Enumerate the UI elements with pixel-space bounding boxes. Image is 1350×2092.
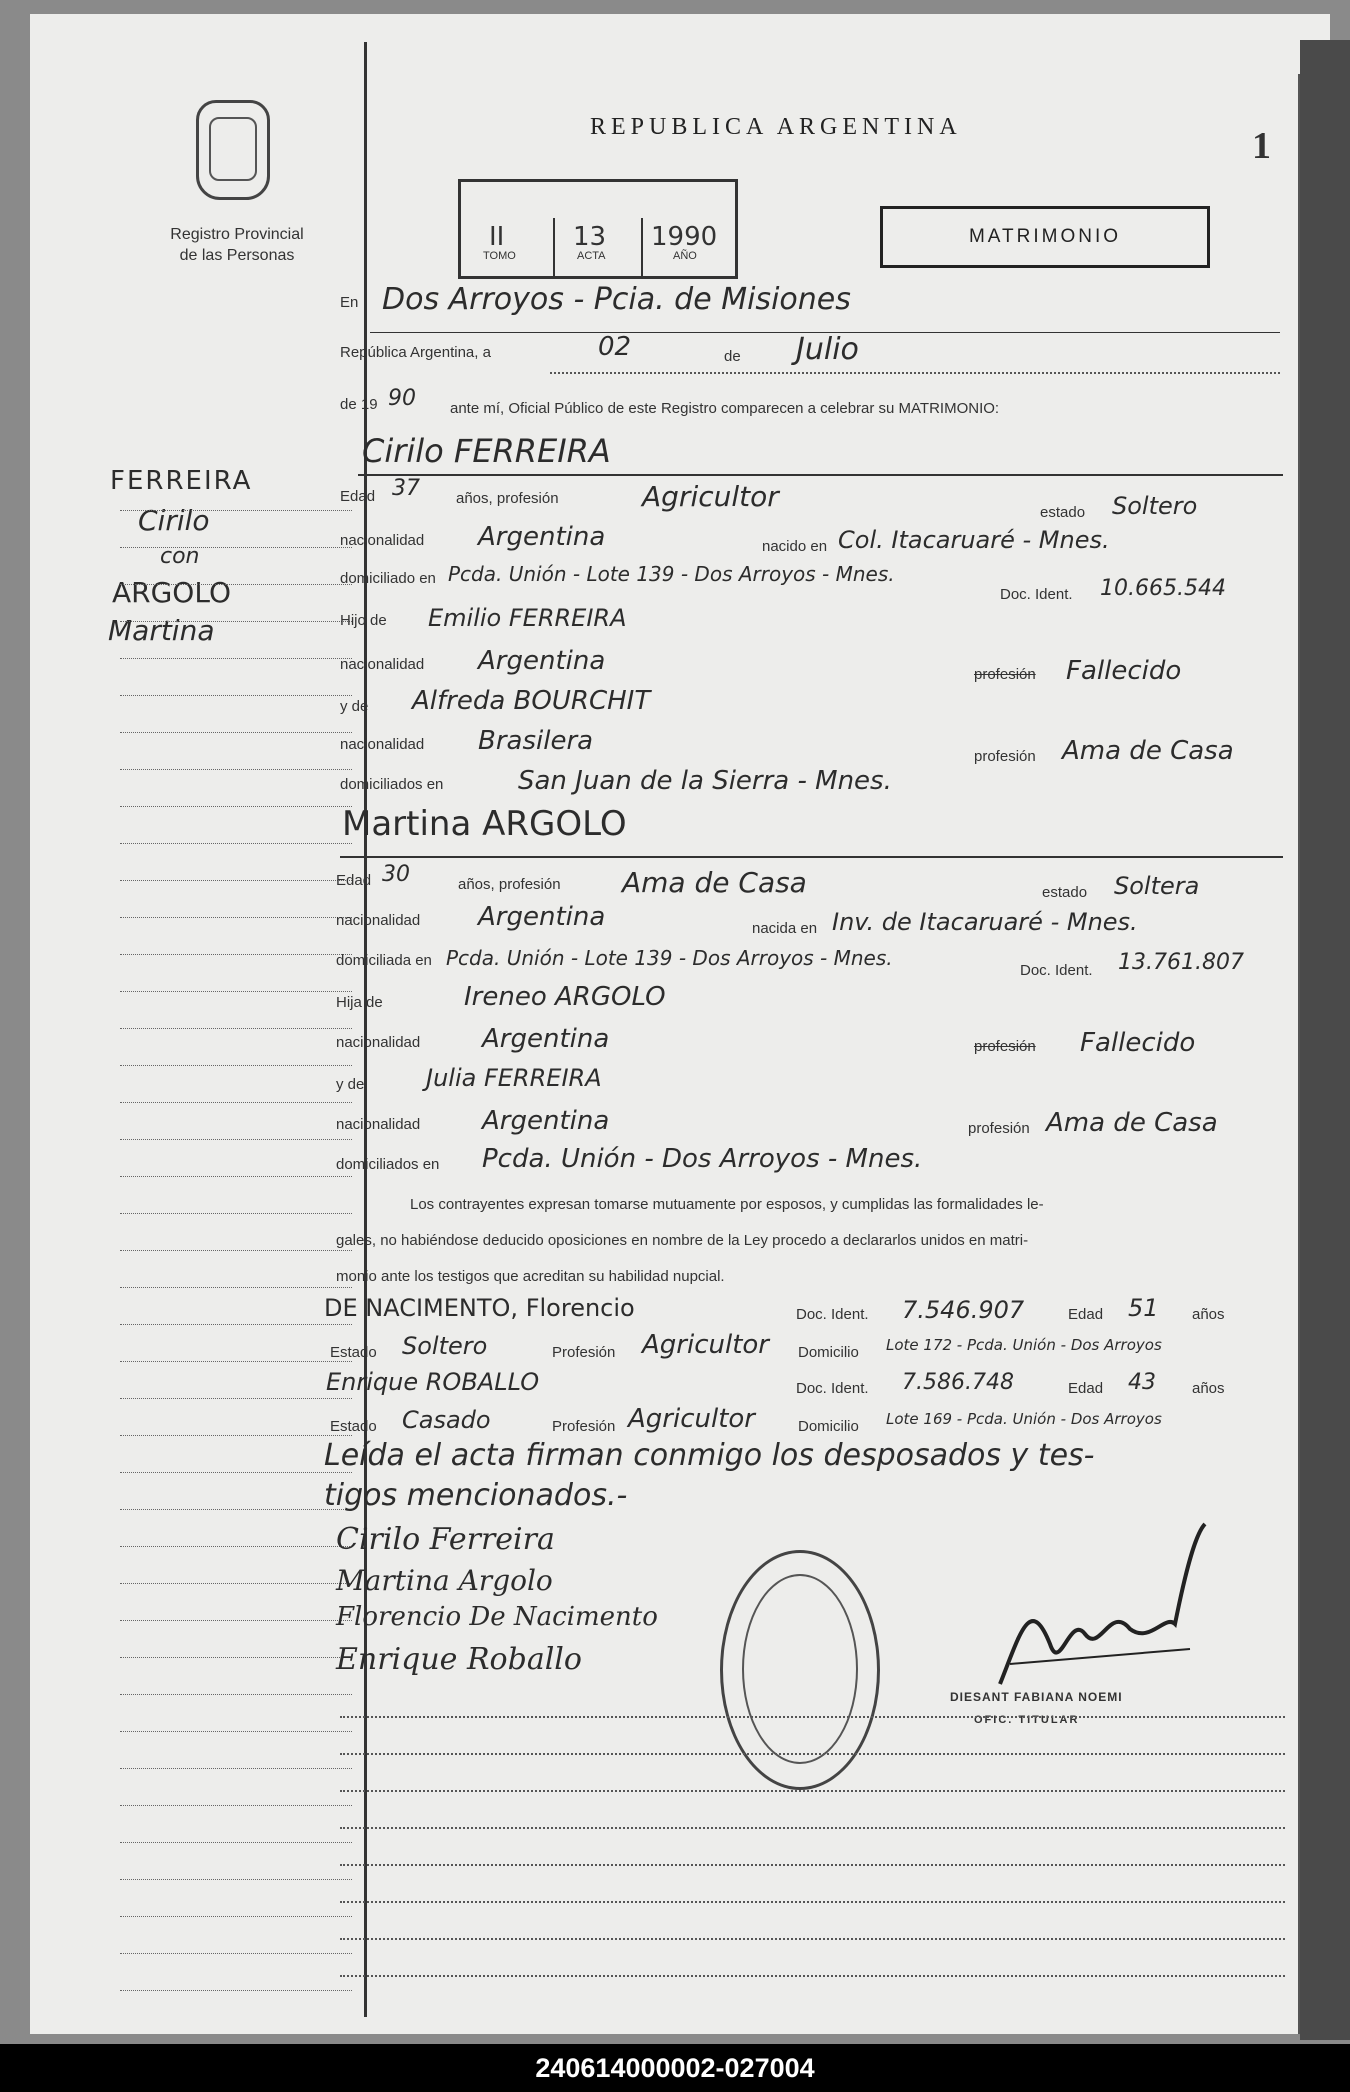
witness1-estado: Soltero: [402, 1332, 488, 1360]
margin-rule: [120, 1657, 352, 1658]
margin-rule: [120, 1102, 352, 1103]
margin-rule: [120, 1472, 352, 1473]
margin-rule: [120, 880, 352, 881]
bride-father-profession: Fallecido: [1080, 1028, 1196, 1058]
margin-rule: [120, 1546, 352, 1547]
signature-groom: Cirilo Ferreira: [336, 1522, 555, 1557]
margin-rule: [120, 1176, 352, 1177]
acta-value: 13: [573, 222, 607, 252]
margin-rule: [120, 1398, 352, 1399]
groom-mother-profession: Ama de Casa: [1062, 736, 1234, 766]
witness2-age: 43: [1128, 1370, 1156, 1395]
month-value: Julio: [796, 332, 859, 367]
margin-rule: [120, 954, 352, 955]
witness2-domicile: Lote 169 - Pcda. Unión - Dos Arroyos: [886, 1410, 1162, 1428]
signature-witness1: Florencio De Nacimento: [336, 1602, 658, 1632]
margin-rule: [120, 1768, 352, 1769]
body-rule: [340, 1827, 1285, 1829]
groom-name: Cirilo FERREIRA: [362, 432, 611, 470]
groom-profession: Agricultor: [642, 480, 779, 513]
groom-domicile: Pcda. Unión - Lote 139 - Dos Arroyos - Mnes.: [448, 562, 895, 586]
statement-line-2: gales, no habiéndose deducido oposiciones en nombre de la Ley procedo a declararlos unidos en matri-: [336, 1232, 1029, 1249]
binding-shadow: [1300, 40, 1350, 2040]
document-code: 240614000002-027004: [0, 2044, 1350, 2092]
witness1-domicile: Lote 172 - Pcda. Unión - Dos Arroyos: [886, 1336, 1162, 1354]
witness2-profession: Agricultor: [628, 1404, 755, 1434]
certificate-page: Registro Provincial de las Personas REPUBLICA ARGENTINA 1 II 13 1990 TOMO ACTA AÑO MATRIMONIO FERREIRA Cirilo con ARGOLO Martina En Dos Arroyos - Pcia. de Misiones República Argentina, a 02 de Julio de 19 90 ante mí, Oficial Público de este Registro comparecen a celebrar su MATRIMONIO: Cirilo FERREIRA Edad 37 años, profesión Agricultor estado Soltero nacionalidad Argentina nacido en Col. Itacaruaré - Mnes. domiciliado en Pcda. Unión - Lote 139 - Dos Arroyos - Mnes. Doc. Ident. 10.665.544 Hijo de Emilio FERREIRA nacionalidad Argentina profesión Fallecido y de Alfreda BOURCHIT nacionalidad Brasilera profesión Ama de Casa domiciliados en San Juan de la Sierra - Mnes. Martina ARGOLO Edad 30 años, profesión Ama de Casa estado Soltera nacionalidad Argentina nacida en Inv. de Itacaruaré - Mnes. domiciliada en Pcda. Unión - Lote 139 - Dos Arroyos - Mnes. Doc. Ident. 13.761.807 Hija de Ireneo ARGOLO nacionalidad Argentina profesión Fallecido y de Julia FERREIRA nacionalidad Argentina profesión Ama de Casa domiciliados en Pcda. Unión - Dos Arroyos - Mnes. Los contrayentes expresan tomarse mutuamente por esposos, y cumplidas las formalidades le- gales, no habiéndose deducido oposiciones en nombre de la Ley procedo a declararlos unidos en matri- monio ante los testigos que acreditan su habilidad nupcial. DE NACIMENTO, Florencio Doc. Ident. 7.546.907 Edad 51 años Estado Soltero Profesión Agricultor Domicilio Lote 172 - Pcda. Unión - Dos Arroyos Enrique ROBALLO Doc. Ident. 7.586.748 Edad 43 años Estado Casado Profesión Agricultor Domicilio Lote 169 - Pcda. Unión - Dos Arroyos Leída el acta firman conmigo los desposados y tes- tigos mencionados.- Cirilo Ferreira Martina Argolo Florencio De Nacimento Enrique Roballo DIESANT FABIANA NOEMI OFIC. TITULAR: [30, 14, 1330, 2034]
witness2-name: Enrique ROBALLO: [326, 1368, 540, 1396]
witness2-estado: Casado: [402, 1406, 491, 1434]
margin-bride-name: Martina: [108, 614, 215, 647]
year-value: 90: [388, 386, 416, 411]
body-rule: [340, 1864, 1285, 1866]
bride-father-nationality: Argentina: [482, 1024, 610, 1054]
margin-rule: [120, 1435, 352, 1436]
groom-parents-domicile: San Juan de la Sierra - Mnes.: [518, 766, 892, 796]
margin-bride-surname: ARGOLO: [112, 576, 231, 609]
groom-birthplace: Col. Itacaruaré - Mnes.: [838, 526, 1110, 554]
margin-rule: [120, 1583, 352, 1584]
ano-label: AÑO: [673, 250, 697, 262]
groom-nationality: Argentina: [478, 522, 606, 552]
en-label: En: [340, 294, 359, 311]
record-number-box: [458, 179, 738, 279]
margin-con: con: [160, 544, 200, 569]
groom-doc: 10.665.544: [1100, 576, 1226, 601]
margin-rule: [120, 1139, 352, 1140]
margin-rule: [120, 1324, 352, 1325]
bride-domicile: Pcda. Unión - Lote 139 - Dos Arroyos - Mnes.: [446, 946, 893, 970]
bride-profession: Ama de Casa: [622, 866, 807, 899]
margin-rule: [120, 584, 352, 585]
bride-estado: Soltera: [1114, 872, 1200, 900]
official-title: OFIC. TITULAR: [974, 1714, 1080, 1726]
body-rule: [340, 1753, 1285, 1755]
groom-estado: Soltero: [1112, 492, 1198, 520]
margin-rule: [120, 1842, 352, 1843]
margin-rule: [120, 917, 352, 918]
margin-divider: [364, 42, 367, 2017]
margin-rule: [120, 1953, 352, 1954]
margin-rule: [120, 769, 352, 770]
intro-text: ante mí, Oficial Público de este Registro comparecen a celebrar su MATRIMONIO:: [450, 400, 1000, 417]
ano-value: 1990: [651, 222, 718, 252]
witness1-doc: 7.546.907: [902, 1296, 1025, 1324]
margin-rule: [120, 1620, 352, 1621]
document-type-box: MATRIMONIO: [880, 206, 1210, 268]
bride-nationality: Argentina: [478, 902, 606, 932]
statement-line-1: Los contrayentes expresan tomarse mutuamente por esposos, y cumplidas las formalidades le-: [410, 1196, 1044, 1213]
body-rule: [340, 1901, 1285, 1903]
bride-mother: Julia FERREIRA: [426, 1064, 602, 1092]
body-rule: [340, 1790, 1285, 1792]
margin-rule: [120, 621, 352, 622]
groom-mother: Alfreda BOURCHIT: [412, 686, 651, 716]
country-title: REPUBLICA ARGENTINA: [590, 114, 962, 140]
witness1-name: DE NACIMENTO, Florencio: [324, 1294, 635, 1322]
bride-mother-profession: Ama de Casa: [1046, 1108, 1218, 1138]
margin-rule: [120, 1287, 352, 1288]
tomo-value: II: [489, 222, 505, 252]
margin-rule: [120, 1509, 352, 1510]
margin-rule: [120, 1028, 352, 1029]
closing-line-2: tigos mencionados.-: [324, 1478, 628, 1513]
margin-rule: [120, 658, 352, 659]
margin-rule: [120, 695, 352, 696]
margin-rule: [120, 510, 352, 511]
signature-bride: Martina Argolo: [336, 1564, 553, 1597]
official-signature-icon: [990, 1514, 1220, 1704]
margin-rule: [120, 1805, 352, 1806]
body-rule: [340, 1938, 1285, 1940]
place-value: Dos Arroyos - Pcia. de Misiones: [382, 282, 851, 317]
groom-father-profession: Fallecido: [1066, 656, 1182, 686]
registry-seal-icon: [196, 100, 270, 200]
witness1-profession: Agricultor: [642, 1330, 769, 1360]
day-value: 02: [598, 332, 632, 362]
margin-rule: [120, 1916, 352, 1917]
bride-birthplace: Inv. de Itacaruaré - Mnes.: [832, 908, 1138, 936]
year-prefix-label: de 19: [340, 396, 378, 413]
margin-rule: [120, 1731, 352, 1732]
de-label: de: [724, 348, 741, 365]
margin-groom-name: Cirilo: [138, 504, 210, 537]
bride-mother-nationality: Argentina: [482, 1106, 610, 1136]
margin-rule: [120, 1990, 352, 1991]
body-rule: [340, 1716, 1285, 1718]
margin-rule: [120, 1879, 352, 1880]
groom-mother-nationality: Brasilera: [478, 726, 594, 756]
official-stamp-inner-icon: [742, 1574, 858, 1764]
bride-father: Ireneo ARGOLO: [464, 982, 666, 1012]
statement-line-3: monio ante los testigos que acreditan su habilidad nupcial.: [336, 1268, 725, 1285]
witness2-doc: 7.586.748: [902, 1370, 1014, 1395]
margin-rule: [120, 1213, 352, 1214]
groom-age: 37: [392, 476, 420, 501]
margin-groom-surname: FERREIRA: [110, 466, 253, 496]
tomo-label: TOMO: [483, 250, 516, 262]
closing-line-1: Leída el acta firman conmigo los desposados y tes-: [324, 1438, 1095, 1473]
margin-rule: [120, 1250, 352, 1251]
bride-parents-domicile: Pcda. Unión - Dos Arroyos - Mnes.: [482, 1144, 923, 1174]
page-number: 1: [1252, 125, 1271, 167]
margin-rule: [120, 991, 352, 992]
official-name: DIESANT FABIANA NOEMI: [950, 1690, 1123, 1704]
bride-doc: 13.761.807: [1118, 950, 1244, 975]
groom-father-nationality: Argentina: [478, 646, 606, 676]
margin-rule: [120, 843, 352, 844]
signature-witness2: Enrique Roballo: [336, 1642, 582, 1677]
margin-rule: [120, 1694, 352, 1695]
groom-father: Emilio FERREIRA: [428, 604, 627, 632]
margin-rule: [120, 806, 352, 807]
acta-label: ACTA: [577, 250, 606, 262]
republica-label: República Argentina, a: [340, 344, 491, 361]
body-rule: [340, 1975, 1285, 1977]
margin-rule: [120, 732, 352, 733]
witness1-age: 51: [1128, 1294, 1159, 1322]
margin-rule: [120, 547, 352, 548]
registry-name: Registro Provincial de las Personas: [170, 226, 304, 264]
margin-rule: [120, 1361, 352, 1362]
margin-rule: [120, 1065, 352, 1066]
bride-name: Martina ARGOLO: [342, 804, 627, 844]
bride-age: 30: [382, 862, 410, 887]
